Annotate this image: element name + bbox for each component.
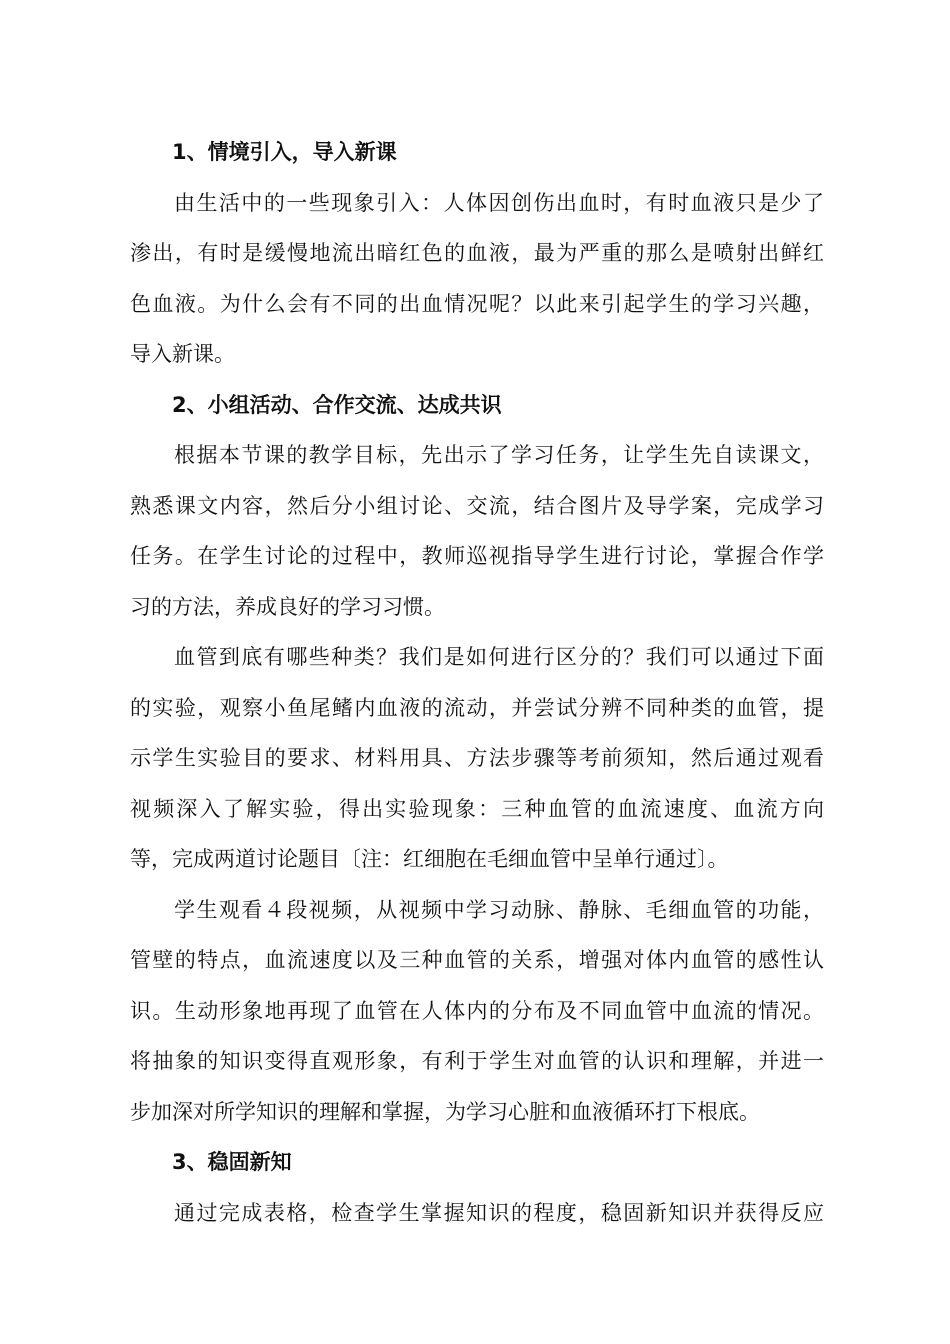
paragraph-line: 血管到底有哪些种类？我们是如何进行区分的？我们可以通过下面	[174, 645, 824, 669]
section-heading: 3、稳固新知	[172, 1150, 292, 1174]
paragraph-line: 识。生动形象地再现了血管在人体内的分布及不同血管中血流的情况。	[130, 998, 824, 1023]
paragraph-line: 渗出，有时是缓慢地流出暗红色的血液，最为严重的那么是喷射出鲜红	[130, 241, 824, 265]
document-body	[130, 127, 824, 1238]
paragraph	[130, 178, 824, 380]
paragraph-line: 色血液。为什么会有不同的出血情况呢？以此来引起学生的学习兴趣，	[130, 291, 824, 316]
paragraph-line: 任务。在学生讨论的过程中，教师巡视指导学生进行讨论，掌握合作学	[130, 544, 824, 568]
paragraph-line: 由生活中的一些现象引入：人体因创伤出血时，有时血液只是少了	[174, 190, 824, 215]
paragraph-line: 将抽象的知识变得直观形象，有利于学生对血管的认识和理解，并进一	[130, 1049, 824, 1073]
paragraph-line: 熟悉课文内容，然后分小组讨论、交流，结合图片及导学案，完成学习	[130, 493, 824, 518]
section-heading: 2、小组活动、合作交流、达成共识	[172, 392, 502, 417]
paragraph-line: 步加深对所学知识的理解和掌握，为学习心脏和血液循环打下根底。	[130, 1099, 760, 1124]
paragraph-line: 的实验，观察小鱼尾鳍内血液的流动，并尝试分辨不同种类的血管，提	[130, 695, 824, 720]
paragraph-line: 视频深入了解实验，得出实验现象：三种血管的血流速度、血流方向	[130, 796, 824, 821]
section-heading: 1、情境引入，导入新课	[172, 140, 397, 164]
paragraph-line: 示学生实验目的要求、材料用具、方法步骤等考前须知，然后通过观看	[130, 746, 824, 770]
paragraph	[130, 885, 824, 1138]
paragraph	[130, 1188, 824, 1239]
paragraph-line: 根据本节课的教学目标，先出示了学习任务，让学生先自读课文，	[174, 443, 824, 467]
paragraph-line: 习的方法，养成良好的学习习惯。	[130, 594, 445, 619]
paragraph-line: 导入新课。	[130, 342, 235, 366]
paragraph-line: 等，完成两道讨论题目〔注：红细胞在毛细血管中呈单行通过〕。	[130, 847, 729, 871]
paragraph-line: 通过完成表格，检查学生掌握知识的程度，稳固新知识并获得反应	[174, 1200, 824, 1225]
paragraph-line: 管壁的特点，血流速度以及三种血管的关系，增强对体内血管的感性认	[130, 948, 824, 972]
paragraph-line: 学生观看４段视频，从视频中学习动脉、静脉、毛细血管的功能，	[174, 897, 824, 922]
paragraph	[130, 632, 824, 885]
paragraph	[130, 430, 824, 632]
